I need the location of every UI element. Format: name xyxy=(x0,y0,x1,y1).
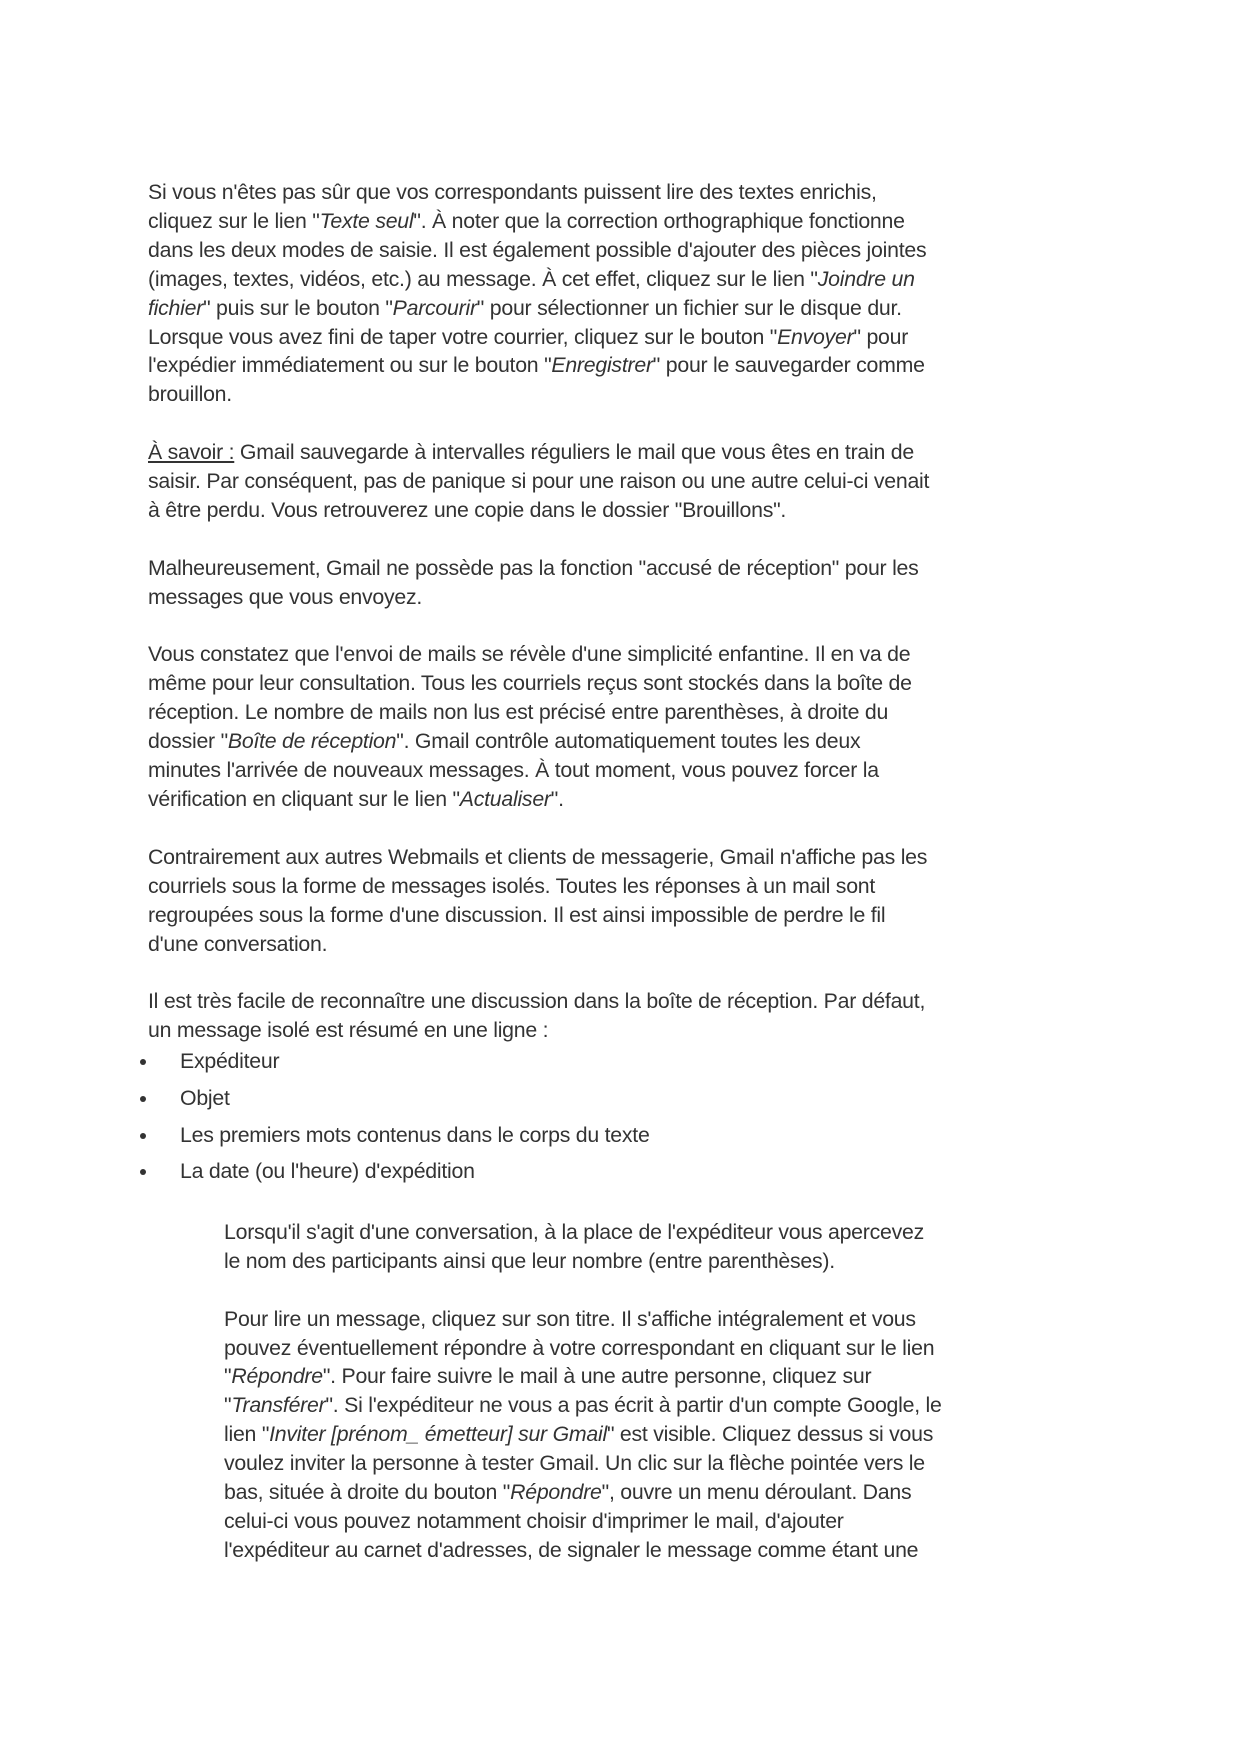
text-run: Vous constatez que l'envoi de mails se révèle d'une simplicité enfantine. Il en va de xyxy=(148,642,911,667)
list-item xyxy=(148,1080,1108,1117)
indented-block xyxy=(224,1218,1108,1565)
text-run: ". Pour faire suivre le mail à une autre personne, cliquez sur xyxy=(322,1364,872,1389)
list-item-text: Expéditeur xyxy=(180,1049,280,1074)
text-run: Lorsque vous avez fini de taper votre courrier, cliquez sur le bouton " xyxy=(148,324,778,349)
text-line: le nom des participants ainsi que leur nombre (entre parenthèses). xyxy=(224,1248,835,1273)
paragraph-a-savoir xyxy=(148,438,1108,525)
emphasis-repondre: Répondre xyxy=(510,1480,602,1505)
text-line: Malheureusement, Gmail ne possède pas la fonction "accusé de réception" pour les xyxy=(148,555,919,580)
text-run: l'expéditeur au carnet d'adresses, de signaler le message comme étant une xyxy=(224,1537,919,1562)
text-run: " pour xyxy=(853,324,909,349)
text-line xyxy=(224,1334,1108,1363)
emphasis-joindre: Joindre un xyxy=(817,266,915,291)
text-run: ". xyxy=(550,786,564,811)
emphasis-fichier: fichier xyxy=(148,295,204,320)
text-line: Contrairement aux autres Webmails et clients de messagerie, Gmail n'affiche pas les xyxy=(148,844,928,869)
text-run: " puis sur le bouton " xyxy=(203,295,393,320)
text-line xyxy=(148,785,1108,814)
text-run: " pour sélectionner un fichier sur le disque dur. xyxy=(476,295,902,320)
text-line xyxy=(148,727,1108,756)
text-line: regroupées sous la forme d'une discussion. Il est ainsi impossible de perdre le fil xyxy=(148,902,886,927)
text-run: pouvez éventuellement répondre à votre correspondant en cliquant sur le lien xyxy=(224,1335,935,1360)
list-item xyxy=(148,1153,1108,1190)
emphasis-transferer: Transférer xyxy=(231,1393,326,1418)
paragraph-rich-text-attachments xyxy=(148,178,1108,409)
text-line xyxy=(148,698,1108,727)
text-line xyxy=(148,236,1108,265)
text-run: Si vous n'êtes pas sûr que vos correspondants puissent lire des textes enrichis, xyxy=(148,180,877,204)
text-line: d'une conversation. xyxy=(148,931,328,956)
text-run: celui-ci vous pouvez notamment choisir d'imprimer le mail, d'ajouter xyxy=(224,1508,844,1533)
list-item xyxy=(148,1043,1108,1080)
text-line xyxy=(148,756,1108,785)
emphasis-enregistrer: Enregistrer xyxy=(551,353,653,378)
bullet-icon xyxy=(140,1096,146,1102)
text-line xyxy=(224,1536,1108,1565)
bullet-icon xyxy=(140,1169,146,1175)
text-line xyxy=(148,294,1108,323)
text-line xyxy=(148,323,1108,352)
text-run: ", ouvre un menu déroulant. Dans xyxy=(601,1480,912,1505)
text-line xyxy=(148,669,1108,698)
text-line xyxy=(224,1305,1108,1334)
text-line xyxy=(148,640,1108,669)
list-item xyxy=(148,1117,1108,1154)
text-run: minutes l'arrivée de nouveaux messages. À tout moment, vous pouvez forcer la xyxy=(148,758,879,783)
list-item-text: La date (ou l'heure) d'expédition xyxy=(180,1159,475,1184)
paragraph-consultation xyxy=(148,640,1108,813)
text-line xyxy=(148,265,1108,294)
text-line: saisir. Par conséquent, pas de panique si pour une raison ou une autre celui-ci venait xyxy=(148,469,930,494)
bullet-icon xyxy=(140,1059,146,1065)
paragraph-discussions xyxy=(148,843,1108,959)
text-line xyxy=(148,207,1108,236)
text-run: vérification en cliquant sur le lien " xyxy=(148,786,460,811)
text-run: bas, située à droite du bouton " xyxy=(224,1480,511,1505)
text-run: cliquez sur le lien " xyxy=(148,208,320,233)
text-run: ". Gmail contrôle automatiquement toutes les deux xyxy=(396,729,861,754)
emphasis-inviter: Inviter [prénom_ émetteur] sur Gmail xyxy=(269,1422,607,1447)
text-line xyxy=(148,178,1108,207)
bullet-icon xyxy=(140,1133,146,1139)
emphasis-envoyer: Envoyer xyxy=(777,324,854,349)
emphasis-parcourir: Parcourir xyxy=(392,295,477,320)
text-run: réception. Le nombre de mails non lus est précisé entre parenthèses, à droite du xyxy=(148,700,889,725)
text-line xyxy=(224,1420,1108,1449)
bullet-list xyxy=(148,1043,1108,1190)
text-line xyxy=(224,1449,1108,1478)
text-run: " est visible. Cliquez dessus si vous xyxy=(606,1422,934,1447)
text-run: " pour le sauvegarder comme xyxy=(652,353,925,378)
text-line: messages que vous envoyez. xyxy=(148,584,423,609)
text-run: brouillon. xyxy=(148,382,232,407)
emphasis-repondre: Répondre xyxy=(231,1364,323,1389)
text-run: dossier " xyxy=(148,729,228,754)
emphasis-boite-reception: Boîte de réception xyxy=(227,729,397,754)
list-item-text: Objet xyxy=(180,1085,230,1110)
text-run: voulez inviter la personne à tester Gmail. Un clic sur la flèche pointée vers le xyxy=(224,1451,925,1476)
text-line xyxy=(148,351,1108,380)
paragraph-conversation xyxy=(224,1218,1108,1276)
text-line: courriels sous la forme de messages isolés. Toutes les réponses à un mail sont xyxy=(148,873,876,898)
paragraph-lire-message xyxy=(224,1305,1108,1565)
text-line xyxy=(224,1478,1108,1507)
text-line: un message isolé est résumé en une ligne : xyxy=(148,1018,549,1043)
text-line xyxy=(224,1507,1108,1536)
note-label: À savoir : xyxy=(148,440,235,465)
text-run: dans les deux modes de saisie. Il est également possible d'ajouter des pièces jointes xyxy=(148,237,927,262)
text-run: Pour lire un message, cliquez sur son titre. Il s'affiche intégralement et vous xyxy=(224,1306,916,1331)
text-run: (images, textes, vidéos, etc.) au message. À cet effet, cliquez sur le lien " xyxy=(148,266,818,291)
text-run: lien " xyxy=(224,1422,270,1447)
text-line xyxy=(148,438,1108,467)
text-line xyxy=(148,380,1108,409)
text-run: ". Si l'expéditeur ne vous a pas écrit à partir d'un compte Google, le xyxy=(325,1393,942,1418)
paragraph-accuse-reception xyxy=(148,554,1108,612)
text-line: Lorsqu'il s'agit d'une conversation, à la place de l'expéditeur vous apercevez xyxy=(224,1219,924,1244)
text-line xyxy=(224,1362,1108,1391)
emphasis-actualiser: Actualiser xyxy=(459,786,551,811)
text-line: à être perdu. Vous retrouverez une copie dans le dossier "Brouillons". xyxy=(148,497,787,522)
text-line xyxy=(224,1391,1108,1420)
document-page xyxy=(148,178,1108,1594)
text-run: " xyxy=(224,1364,232,1389)
list-item-text: Les premiers mots contenus dans le corps du texte xyxy=(180,1122,650,1147)
text-run: Gmail sauvegarde à intervalles réguliers le mail que vous êtes en train de xyxy=(234,440,914,465)
text-run: l'expédier immédiatement ou sur le bouton " xyxy=(148,353,552,378)
text-run: " xyxy=(224,1393,232,1418)
text-run: même pour leur consultation. Tous les courriels reçus sont stockés dans la boîte de xyxy=(148,671,912,696)
emphasis-text-seul: Texte seul xyxy=(319,208,414,233)
text-line: Il est très facile de reconnaître une discussion dans la boîte de réception. Par défaut, xyxy=(148,989,926,1014)
paragraph-reconnaitre xyxy=(148,987,1108,1045)
text-run: ". À noter que la correction orthographique fonctionne xyxy=(413,208,905,233)
